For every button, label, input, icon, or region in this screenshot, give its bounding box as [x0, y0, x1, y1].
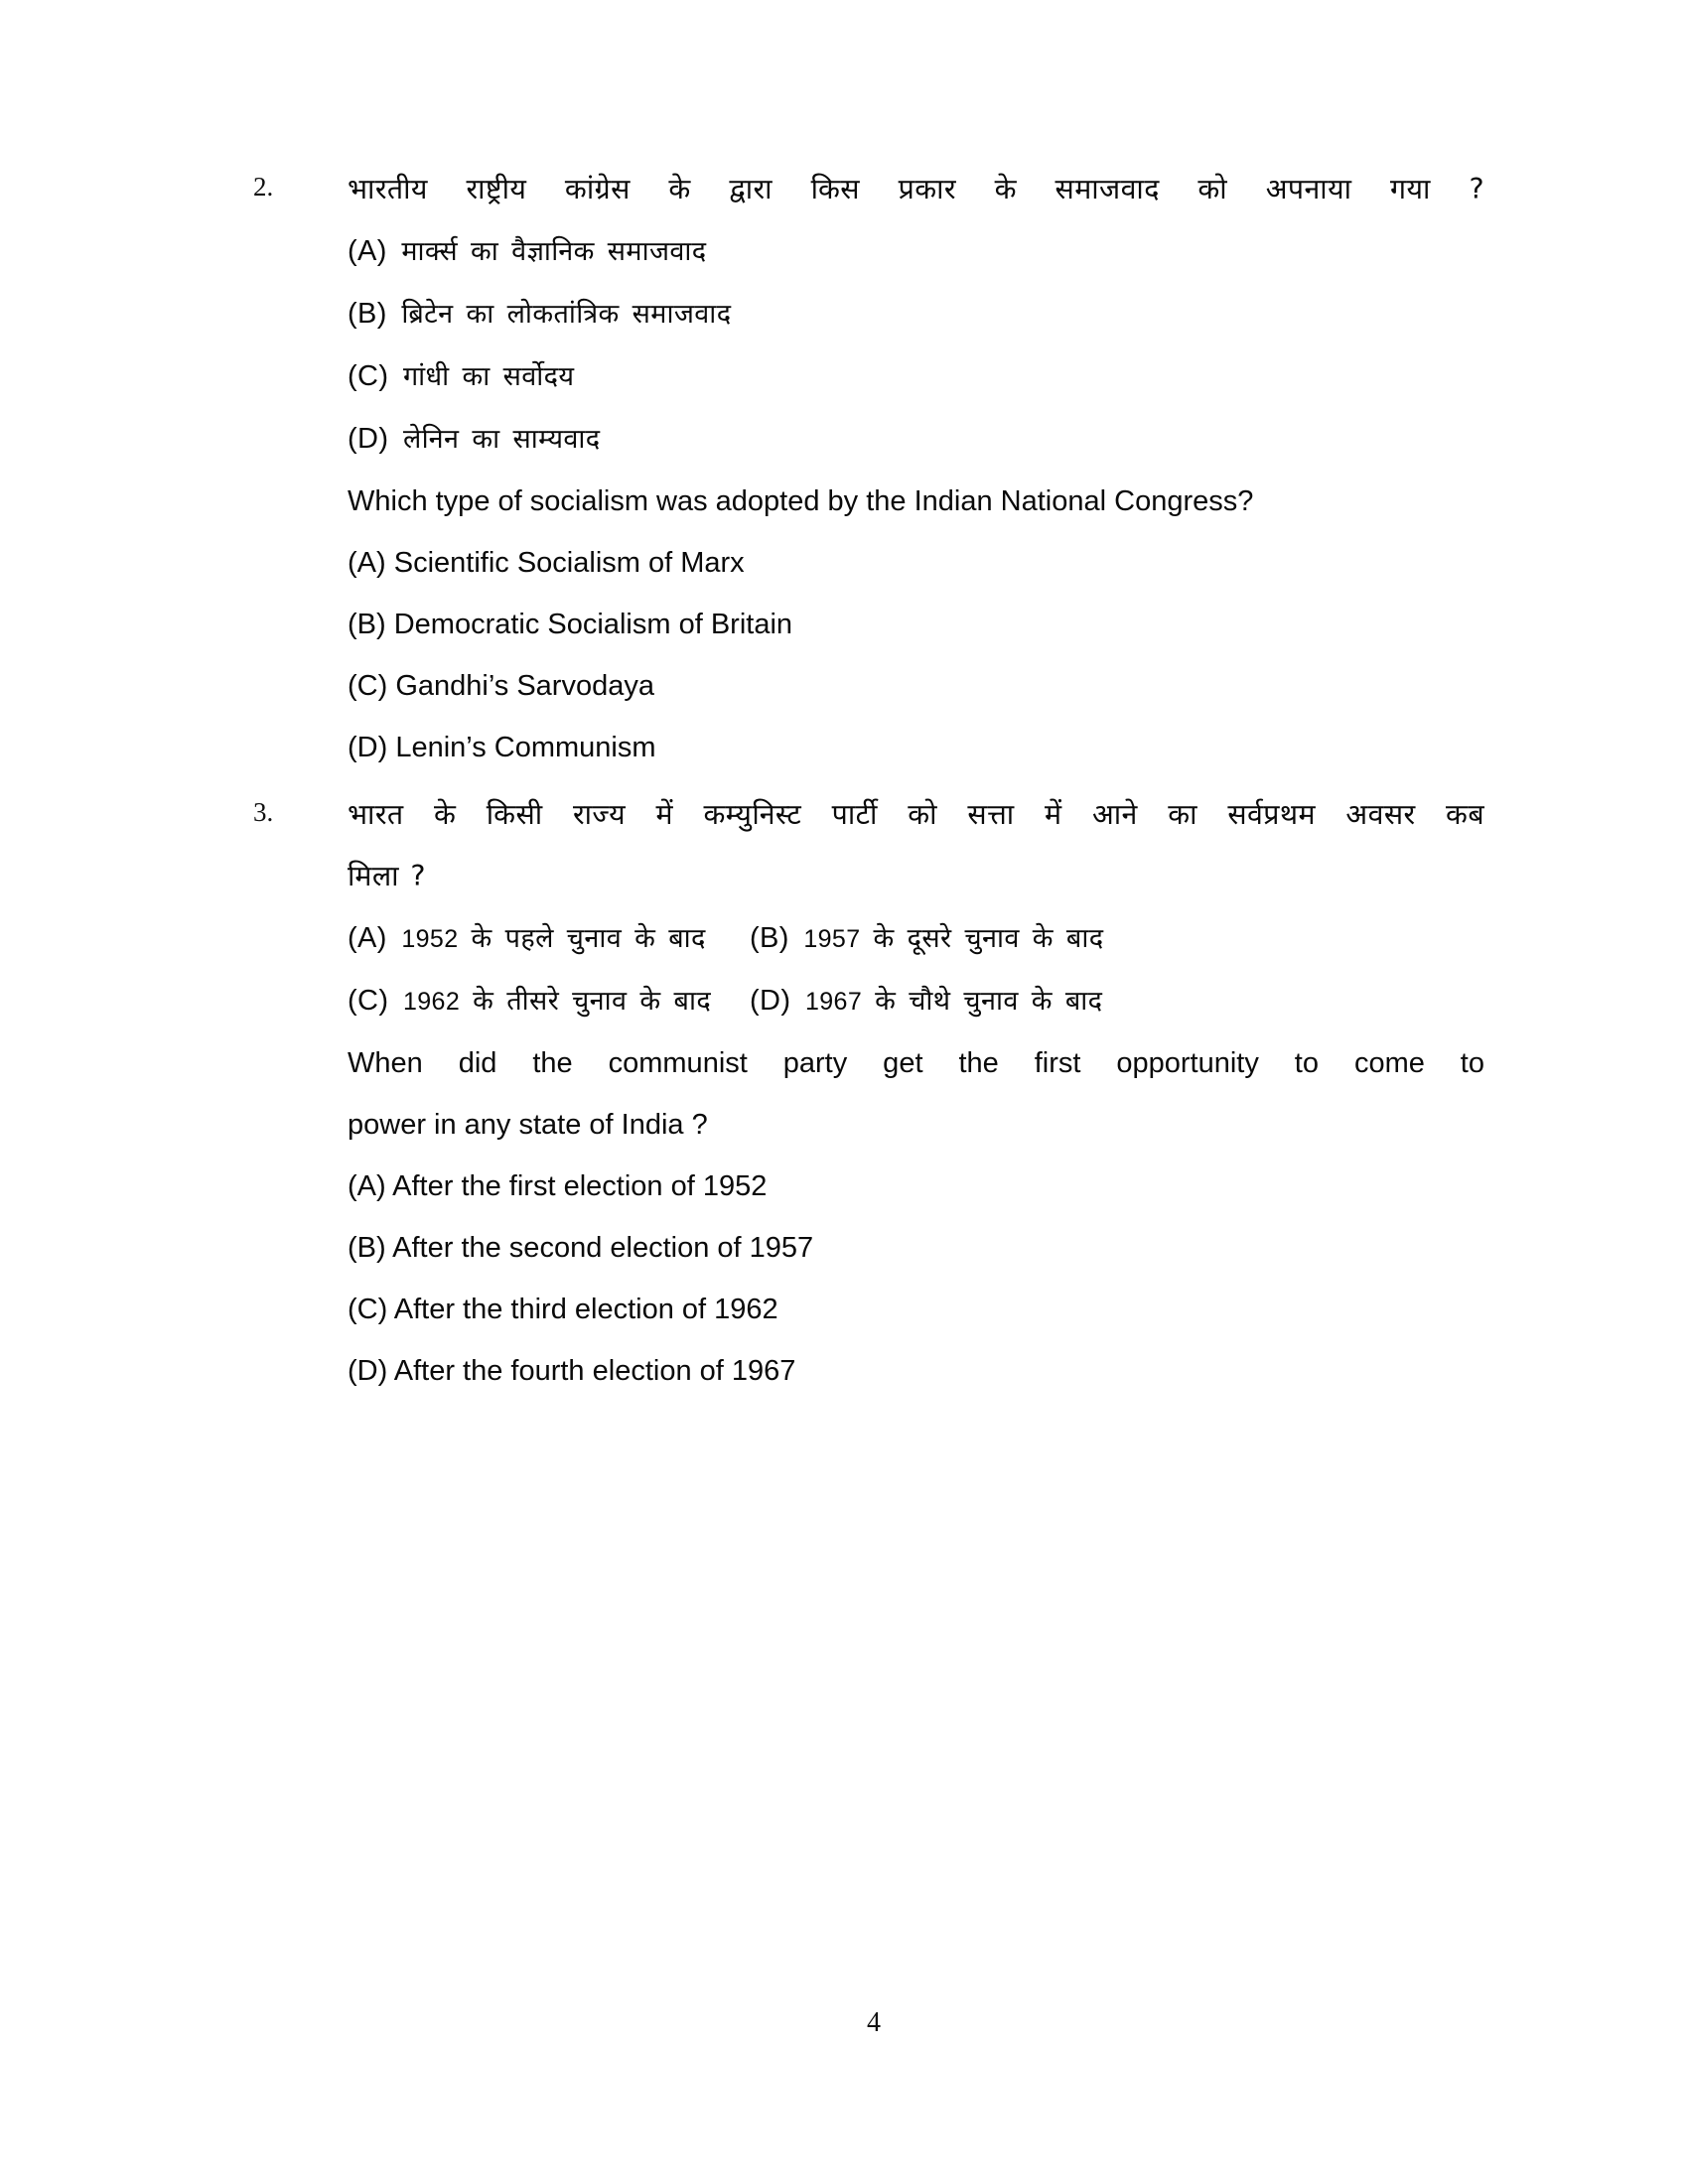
option-year-c: 1962 — [402, 988, 461, 1016]
option-text-b: Democratic Socialism of Britain — [393, 609, 793, 640]
option-label-d: (D) — [348, 732, 388, 763]
option-text-a: After the first election of 1952 — [392, 1170, 768, 1202]
option-text-c: After the third election of 1962 — [393, 1294, 778, 1325]
question-3-english-option-a — [348, 1156, 1484, 1217]
option-text-d: के चौथे चुनाव के बाद — [875, 986, 1103, 1017]
question-3-body — [348, 784, 1484, 1402]
option-label-c: (C) — [348, 670, 388, 702]
question-3-english-option-b — [348, 1217, 1484, 1279]
option-label-b: (B) — [348, 298, 387, 330]
option-year-b: 1957 — [803, 925, 861, 953]
question-3-hindi-option-d — [750, 970, 1484, 1032]
option-text-a: मार्क्स का वैज्ञानिक समाजवाद — [401, 236, 707, 267]
option-text-d: After the fourth election of 1967 — [393, 1355, 796, 1387]
option-label-c: (C) — [348, 985, 389, 1017]
question-number-3: 3. — [253, 797, 274, 827]
option-text-d: लेनिन का साम्यवाद — [402, 424, 601, 455]
question-2-body — [348, 159, 1484, 778]
question-2-english-option-a — [348, 532, 1484, 594]
option-label-d: (D) — [348, 1355, 388, 1387]
option-year-a: 1952 — [401, 925, 459, 953]
question-3-hindi-stem-line1: भारत के किसी राज्य में कम्युनिस्ट पार्टी को सत्ता में आने का सर्वप्रथम अवसर कब — [348, 798, 1484, 831]
option-text-b: ब्रिटेन का लोकतांत्रिक समाजवाद — [401, 299, 732, 330]
question-3-hindi-options-grid — [348, 907, 1484, 1032]
question-3-english-stem-line1: When did the communist party get the first opportunity to come to — [348, 1047, 1484, 1079]
question-2-hindi-option-d — [348, 408, 1484, 471]
option-label-a: (A) — [348, 547, 386, 579]
question-3-english-option-d — [348, 1340, 1484, 1402]
question-2-english-option-d — [348, 717, 1484, 778]
option-label-c: (C) — [348, 1294, 388, 1325]
question-3-hindi-option-c — [348, 970, 750, 1032]
question-2-english-option-c — [348, 655, 1484, 717]
question-2-english-option-b — [348, 594, 1484, 655]
question-2-hindi-stem: भारतीय राष्ट्रीय कांग्रेस के द्वारा किस प्रकार के समाजवाद को अपनाया गया ? — [348, 173, 1484, 205]
option-year-d: 1967 — [804, 988, 863, 1016]
option-text-a: के पहले चुनाव के बाद — [471, 923, 706, 954]
question-3-english-option-c — [348, 1279, 1484, 1340]
question-3-hindi-option-a — [348, 907, 750, 970]
question-3-english-stem-line2: power in any state of India ? — [348, 1109, 708, 1141]
option-text-d: Lenin’s Communism — [395, 732, 656, 763]
option-label-a: (A) — [348, 235, 387, 267]
option-label-b: (B) — [348, 1232, 386, 1264]
question-3-hindi-option-b — [750, 907, 1484, 970]
option-label-b: (B) — [750, 922, 789, 954]
option-text-c: गांधी का सर्वोदय — [402, 361, 575, 392]
question-2-hindi-option-c — [348, 345, 1484, 408]
option-text-b: के दूसरे चुनाव के बाद — [873, 923, 1104, 954]
option-text-a: Scientific Socialism of Marx — [393, 547, 745, 579]
questions-container — [253, 159, 1484, 1402]
option-text-b: After the second election of 1957 — [392, 1232, 814, 1264]
question-number-2: 2. — [253, 172, 274, 202]
option-label-a: (A) — [348, 1170, 386, 1202]
option-text-c: Gandhi’s Sarvodaya — [395, 670, 654, 702]
option-label-b: (B) — [348, 609, 386, 640]
question-3-hindi-stem-line2: मिला ? — [348, 860, 426, 892]
option-label-d: (D) — [348, 423, 389, 455]
option-label-a: (A) — [348, 922, 387, 954]
question-2-hindi-option-a — [348, 220, 1484, 283]
question-block-2 — [253, 159, 1484, 778]
option-label-c: (C) — [348, 360, 389, 392]
option-text-c: के तीसरे चुनाव के बाद — [473, 986, 712, 1017]
option-label-d: (D) — [750, 985, 791, 1017]
page-number: 4 — [867, 2007, 881, 2038]
question-block-3 — [253, 784, 1484, 1402]
question-2-english-stem: Which type of socialism was adopted by the Indian National Congress? — [348, 485, 1254, 517]
question-2-hindi-option-b — [348, 283, 1484, 345]
